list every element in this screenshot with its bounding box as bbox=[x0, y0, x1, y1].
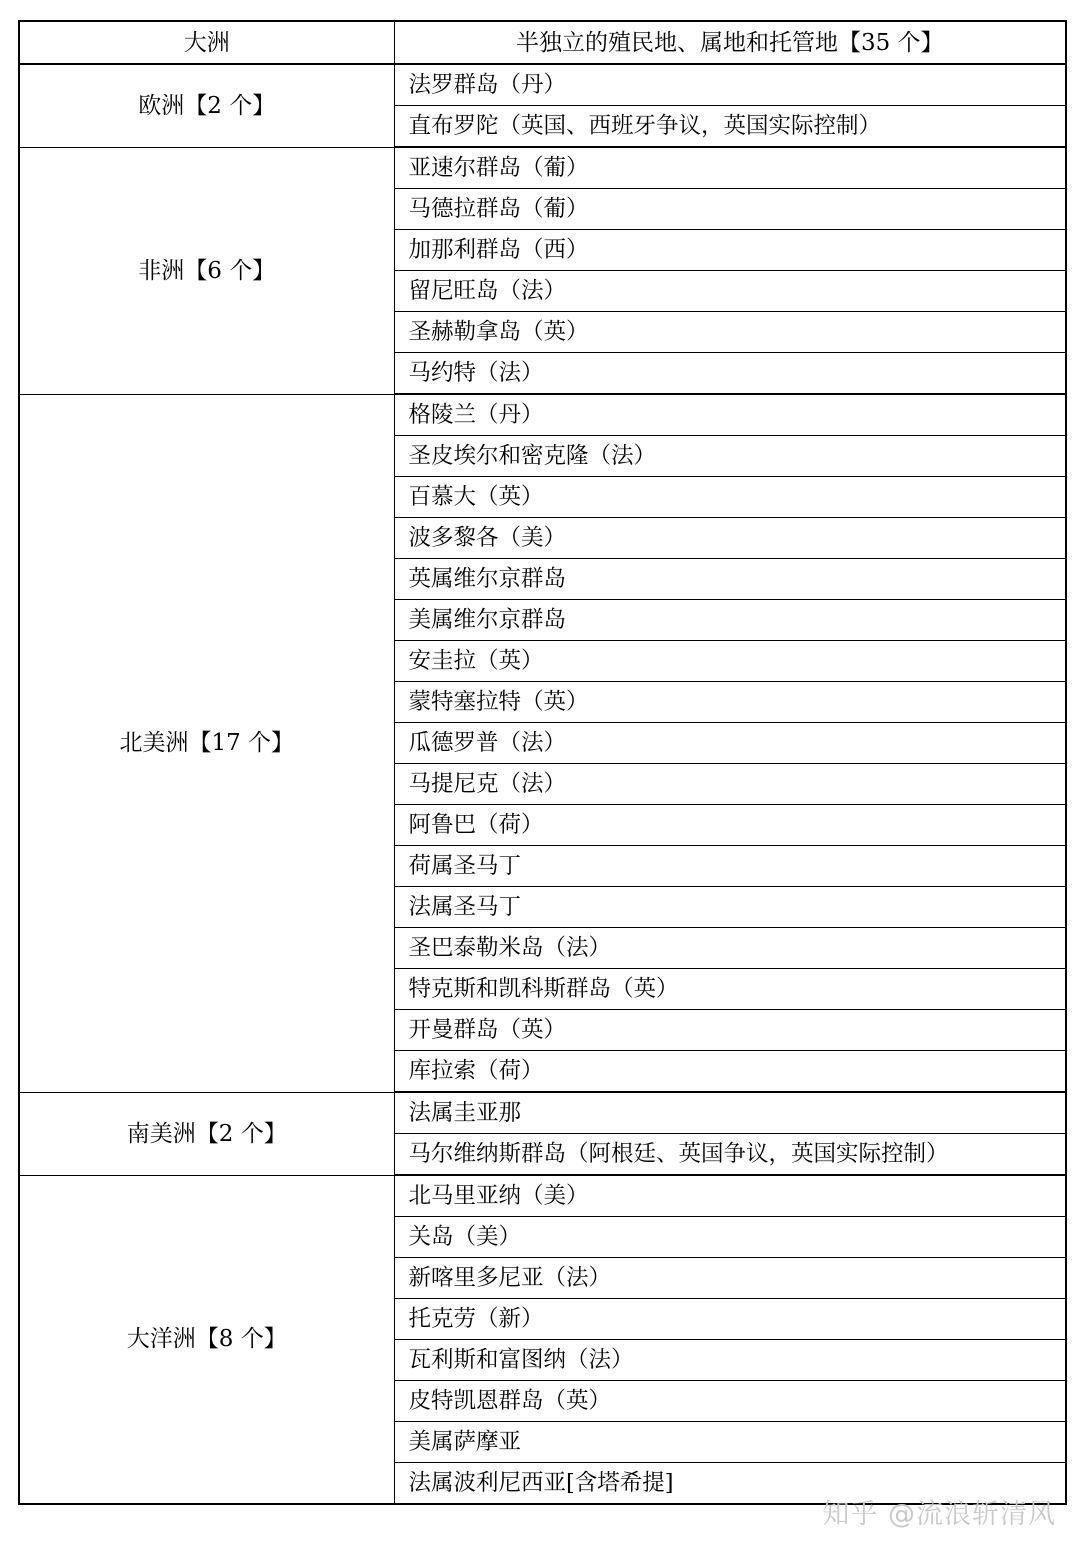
territory-cell: 瓦利斯和富图纳（法） bbox=[394, 1340, 1066, 1381]
header-continent: 大洲 bbox=[19, 21, 394, 64]
territory-cell: 开曼群岛（英） bbox=[394, 1010, 1066, 1051]
territory-cell: 波多黎各（美） bbox=[394, 518, 1066, 559]
continent-cell: 大洋洲【8 个】 bbox=[19, 1175, 394, 1504]
territory-cell: 圣赫勒拿岛（英） bbox=[394, 312, 1066, 353]
territory-cell: 北马里亚纳（美） bbox=[394, 1175, 1066, 1217]
territory-cell: 百慕大（英） bbox=[394, 477, 1066, 518]
territory-cell: 格陵兰（丹） bbox=[394, 394, 1066, 436]
watermark: 知乎 @流浪斩清风 bbox=[822, 1499, 1056, 1530]
territory-cell: 马尔维纳斯群岛（阿根廷、英国争议，英国实际控制） bbox=[394, 1134, 1066, 1176]
territory-cell: 圣巴泰勒米岛（法） bbox=[394, 928, 1066, 969]
territory-cell: 美属萨摩亚 bbox=[394, 1422, 1066, 1463]
territory-cell: 特克斯和凯科斯群岛（英） bbox=[394, 969, 1066, 1010]
territory-cell: 马约特（法） bbox=[394, 353, 1066, 395]
territory-cell: 亚速尔群岛（葡） bbox=[394, 147, 1066, 189]
table-body bbox=[19, 64, 1066, 1504]
territory-cell: 新喀里多尼亚（法） bbox=[394, 1258, 1066, 1299]
territory-cell: 留尼旺岛（法） bbox=[394, 271, 1066, 312]
territory-cell: 托克劳（新） bbox=[394, 1299, 1066, 1340]
territory-cell: 荷属圣马丁 bbox=[394, 846, 1066, 887]
territory-cell: 蒙特塞拉特（英） bbox=[394, 682, 1066, 723]
territory-cell: 库拉索（荷） bbox=[394, 1051, 1066, 1093]
territory-cell: 法属圭亚那 bbox=[394, 1092, 1066, 1134]
table-row bbox=[19, 1092, 1066, 1134]
territory-cell: 关岛（美） bbox=[394, 1217, 1066, 1258]
territory-cell: 阿鲁巴（荷） bbox=[394, 805, 1066, 846]
territory-cell: 美属维尔京群岛 bbox=[394, 600, 1066, 641]
territory-cell: 法属波利尼西亚[含塔希提] bbox=[394, 1463, 1066, 1505]
territory-cell: 安圭拉（英） bbox=[394, 641, 1066, 682]
territory-cell: 皮特凯恩群岛（英） bbox=[394, 1381, 1066, 1422]
header-territories: 半独立的殖民地、属地和托管地【35 个】 bbox=[394, 21, 1066, 64]
territories-table bbox=[18, 20, 1067, 1505]
continent-cell: 南美洲【2 个】 bbox=[19, 1092, 394, 1175]
table-row bbox=[19, 147, 1066, 189]
continent-cell: 欧洲【2 个】 bbox=[19, 64, 394, 147]
territory-cell: 马提尼克（法） bbox=[394, 764, 1066, 805]
table-row bbox=[19, 64, 1066, 106]
table-row bbox=[19, 1175, 1066, 1217]
continent-cell: 北美洲【17 个】 bbox=[19, 394, 394, 1092]
continent-cell: 非洲【6 个】 bbox=[19, 147, 394, 394]
table-header-row bbox=[19, 21, 1066, 64]
territory-cell: 加那利群岛（西） bbox=[394, 230, 1066, 271]
territory-cell: 法属圣马丁 bbox=[394, 887, 1066, 928]
table-row bbox=[19, 394, 1066, 436]
territory-cell: 英属维尔京群岛 bbox=[394, 559, 1066, 600]
territory-cell: 直布罗陀（英国、西班牙争议，英国实际控制） bbox=[394, 106, 1066, 148]
territory-cell: 马德拉群岛（葡） bbox=[394, 189, 1066, 230]
territory-cell: 瓜德罗普（法） bbox=[394, 723, 1066, 764]
territory-cell: 法罗群岛（丹） bbox=[394, 64, 1066, 106]
territory-cell: 圣皮埃尔和密克隆（法） bbox=[394, 436, 1066, 477]
